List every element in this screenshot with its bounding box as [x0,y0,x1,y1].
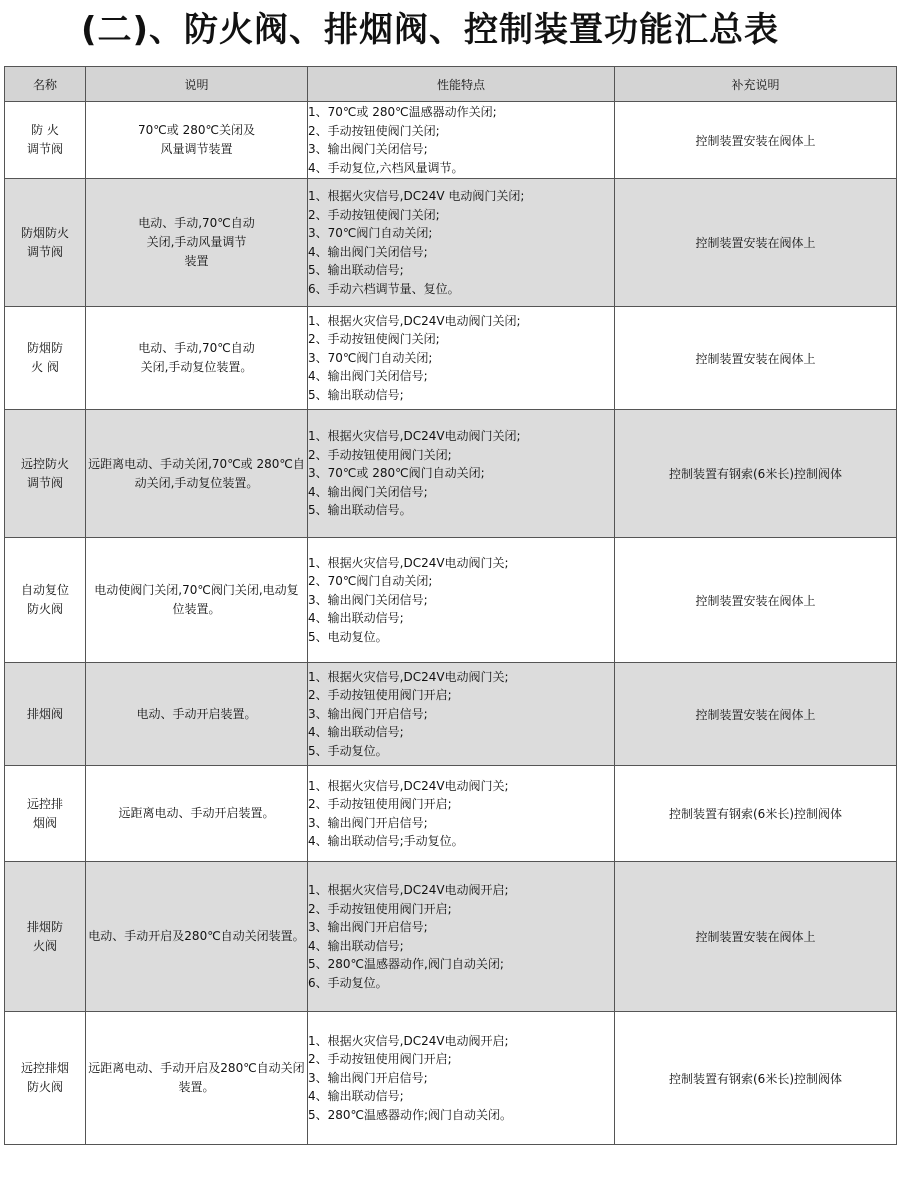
description-cell: 电动使阀门关闭,70℃阀门关闭,电动复 位装置。 [86,538,308,663]
feature-line: 5、输出联动信号; [308,387,404,402]
feature-line: 2、70℃阀门自动关闭; [308,574,433,589]
valve-name-cell: 排烟阀 [5,663,86,766]
note-cell: 控制装置安装在阀体上 [615,179,897,307]
table-row [5,862,897,1012]
features-cell [308,663,615,766]
feature-line: 2、手动按钮使用阀门开启; [308,688,452,703]
feature-line: 4、输出联动信号;手动复位。 [308,834,464,848]
feature-line: 4、手动复位,六档风量调节。 [308,160,464,175]
description-cell: 远距离电动、手动开启装置。 [86,766,308,862]
valve-name-cell: 防烟防火 调节阀 [5,179,86,307]
features-cell [308,102,615,179]
feature-line: 3、70℃阀门自动关闭; [308,350,433,365]
feature-line: 1、根据火灾信号,DC24V电动阀门关; [308,778,509,793]
feature-line: 5、280℃温感器动作;阀门自动关闭。 [308,1107,513,1122]
features-cell [308,862,615,1012]
feature-line: 3、输出阀门开启信号; [308,1070,428,1085]
valve-name-cell: 防 火 调节阀 [5,102,86,179]
features-cell [308,410,615,538]
feature-line: 1、根据火灾信号,DC24V 电动阀门关闭; [308,189,525,203]
note-cell: 控制装置安装在阀体上 [615,538,897,663]
feature-line: 1、根据火灾信号,DC24V电动阀门关; [308,669,509,684]
feature-line: 2、手动按钮使阀门关闭; [308,332,440,347]
description-cell: 电动、手动,70℃自动 关闭,手动复位装置。 [86,307,308,410]
features-cell [308,538,615,663]
feature-line: 4、输出阀门关闭信号; [308,244,428,259]
header-description: 说明 [86,67,308,102]
features-cell [308,179,615,307]
features-cell [308,766,615,862]
feature-line: 5、280℃温感器动作,阀门自动关闭; [308,957,504,971]
feature-line: 3、70℃或 280℃阀门自动关闭; [308,466,485,481]
feature-line: 1、根据火灾信号,DC24V电动阀门关; [308,555,509,570]
table-row [5,410,897,538]
note-cell: 控制装置安装在阀体上 [615,102,897,179]
header-features: 性能特点 [308,67,615,102]
feature-line: 1、根据火灾信号,DC24V电动阀开启; [308,883,509,897]
feature-line: 2、手动按钮使用阀门关闭; [308,447,452,462]
description-cell: 远距离电动、手动关闭,70℃或 280℃自 动关闭,手动复位装置。 [86,410,308,538]
feature-line: 5、输出联动信号; [308,263,404,277]
feature-line: 5、电动复位。 [308,629,388,644]
valve-name-cell: 远控排烟 防火阀 [5,1012,86,1145]
feature-line: 5、输出联动信号。 [308,503,412,518]
feature-line: 4、输出阀门关闭信号; [308,369,428,384]
note-cell: 控制装置有钢索(6米长)控制阀体 [615,410,897,538]
feature-line: 1、根据火灾信号,DC24V电动阀门关闭; [308,313,521,328]
table-row [5,307,897,410]
feature-line: 4、输出联动信号; [308,611,404,626]
feature-line: 3、70℃阀门自动关闭; [308,226,433,240]
note-cell: 控制装置安装在阀体上 [615,862,897,1012]
function-summary-table [4,66,897,1145]
valve-name-cell: 排烟防 火阀 [5,862,86,1012]
feature-line: 2、手动按钮使阀门关闭; [308,123,440,138]
feature-line: 3、输出阀门开启信号; [308,920,428,934]
features-cell [308,1012,615,1145]
note-cell: 控制装置有钢索(6米长)控制阀体 [615,766,897,862]
feature-line: 2、手动按钮使阀门关闭; [308,207,440,222]
description-cell: 电动、手动开启装置。 [86,663,308,766]
table-row [5,663,897,766]
valve-name-cell: 远控排 烟阀 [5,766,86,862]
description-cell: 电动、手动开启及280℃自动关闭装置。 [86,862,308,1012]
table-row [5,766,897,862]
feature-line: 2、手动按钮使用阀门开启; [308,901,452,916]
table-row [5,1012,897,1145]
description-cell: 远距离电动、手动开启及280℃自动关闭 装置。 [86,1012,308,1145]
feature-line: 1、根据火灾信号,DC24V电动阀门关闭; [308,429,521,444]
valve-name-cell: 自动复位 防火阀 [5,538,86,663]
feature-line: 2、手动按钮使用阀门开启; [308,797,452,811]
feature-line: 2、手动按钮使用阀门开启; [308,1052,452,1067]
feature-line: 4、输出联动信号; [308,725,404,740]
feature-line: 5、手动复位。 [308,743,388,758]
table-row [5,102,897,179]
note-cell: 控制装置有钢索(6米长)控制阀体 [615,1012,897,1145]
feature-line: 1、70℃或 280℃温感器动作关闭; [308,105,497,119]
header-row [5,67,897,102]
features-cell [308,307,615,410]
table-row [5,179,897,307]
feature-line: 1、根据火灾信号,DC24V电动阀开启; [308,1033,509,1048]
feature-line: 6、手动六档调节量、复位。 [308,281,460,296]
valve-name-cell: 远控防火 调节阀 [5,410,86,538]
description-cell: 电动、手动,70℃自动 关闭,手动风量调节 装置 [86,179,308,307]
feature-line: 4、输出阀门关闭信号; [308,484,428,499]
feature-line: 3、输出阀门关闭信号; [308,592,428,607]
feature-line: 3、输出阀门开启信号; [308,706,428,721]
valve-name-cell: 防烟防 火 阀 [5,307,86,410]
feature-line: 6、手动复位。 [308,975,388,990]
feature-line: 4、输出联动信号; [308,1089,404,1104]
page-title: (二)、防火阀、排烟阀、控制装置功能汇总表 [80,10,780,50]
header-notes: 补充说明 [615,67,897,102]
feature-line: 3、输出阀门开启信号; [308,815,428,830]
header-name: 名称 [5,67,86,102]
description-cell: 70℃或 280℃关闭及 风量调节装置 [86,102,308,179]
feature-line: 4、输出联动信号; [308,938,404,953]
table-row [5,538,897,663]
feature-line: 3、输出阀门关闭信号; [308,142,428,156]
note-cell: 控制装置安装在阀体上 [615,307,897,410]
note-cell: 控制装置安装在阀体上 [615,663,897,766]
